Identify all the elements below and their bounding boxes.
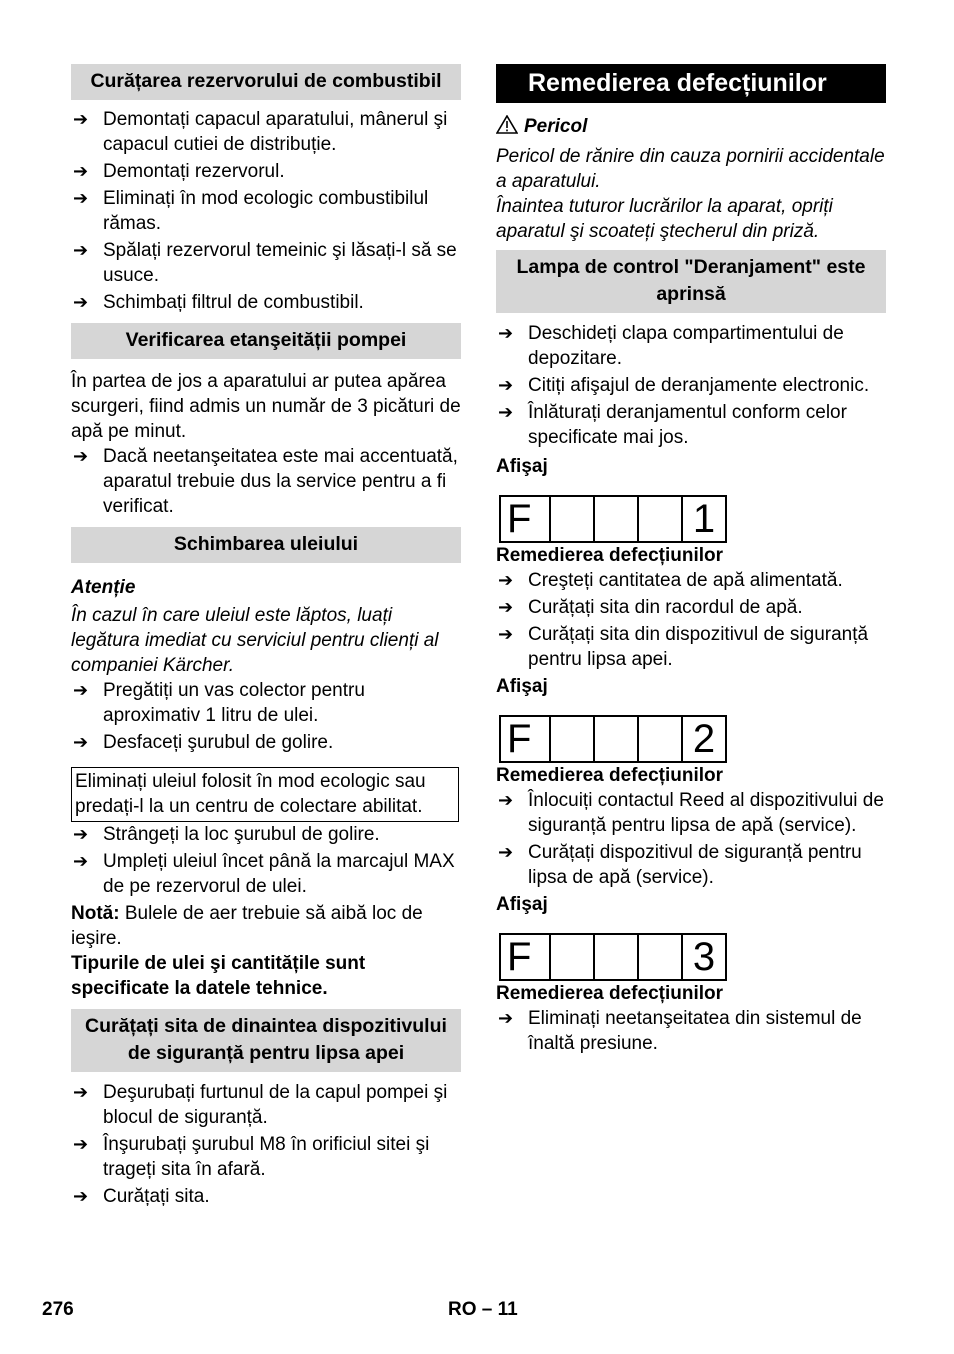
arrow-icon: ➔ xyxy=(73,732,89,752)
list-item: ➔ Spălați rezervorul temeinic şi lăsați-l să se usuce. xyxy=(73,240,457,286)
arrow-icon: ➔ xyxy=(73,188,89,208)
arrow-icon: ➔ xyxy=(498,842,514,862)
display-cell-empty xyxy=(595,497,639,541)
caution-text: În cazul în care uleiul este lăptos, luați legătura imediat cu serviciul pentru clienți al companiei Kärcher. xyxy=(71,605,439,676)
list-item: ➔ Strângeți la loc şurubul de golire. xyxy=(73,824,380,845)
remedy-label: Remedierea defecțiunilor xyxy=(496,545,724,566)
display-cell-empty xyxy=(551,935,595,979)
display-letter: F xyxy=(501,935,551,979)
arrow-icon: ➔ xyxy=(73,824,89,844)
list-item: ➔ Dacă neetanşeitatea este mai accentuată, aparatul trebuie dus la service pentru a fi verificat. xyxy=(73,446,458,517)
display-cell-empty xyxy=(639,935,683,979)
arrow-icon: ➔ xyxy=(498,375,514,395)
list-item: ➔ Pregătiți un vas colector pentru aproximativ 1 litru de ulei. xyxy=(73,680,365,726)
section-title-pump-seal: Verificarea etanşeității pompei xyxy=(71,323,461,359)
language-page-marker: RO – 11 xyxy=(448,1299,518,1320)
display-cell-empty xyxy=(595,935,639,979)
fault-f2-steps xyxy=(496,788,886,890)
section-title-clean-strainer: Curățați sita de dinaintea dispozitivului de siguranță pentru lipsa apei xyxy=(71,1009,461,1072)
note-text: Bulele de aer trebuie să aibă loc de ieşire. xyxy=(71,903,423,949)
list-item: ➔ Curățați sita din dispozitivul de siguranță pentru lipsa apei. xyxy=(498,624,869,670)
fault-display-f1 xyxy=(499,495,727,543)
list-item: ➔ Umpleți uleiul încet până la marcajul MAX de pe rezervorul de ulei. xyxy=(73,851,455,897)
list-item: ➔ Demontați capacul aparatului, mânerul şi capacul cutiei de distribuție. xyxy=(73,109,448,155)
list-item: ➔ Înlocuiți contactul Reed al dispozitivului de siguranță pentru lipsa de apă (service). xyxy=(498,790,884,836)
right-column xyxy=(496,64,886,1056)
list-item: ➔ Citiți afişajul de deranjamente electronic. xyxy=(498,375,870,396)
arrow-icon: ➔ xyxy=(498,597,514,617)
section-title-fault-lamp: Lampa de control "Deranjament" este aprinsă xyxy=(496,250,886,313)
arrow-icon: ➔ xyxy=(498,790,514,810)
list-item: ➔ Deschideți clapa compartimentului de depozitare. xyxy=(498,323,844,369)
display-digit: 3 xyxy=(692,935,716,979)
arrow-icon: ➔ xyxy=(73,680,89,700)
arrow-icon: ➔ xyxy=(73,1082,89,1102)
warning-triangle-icon xyxy=(496,115,518,141)
list-item: ➔ Eliminați neetanşeitatea din sistemul de înaltă presiune. xyxy=(498,1008,862,1054)
section-title-oil-change: Schimbarea uleiului xyxy=(71,527,461,563)
danger-title: Pericol xyxy=(524,116,588,137)
fault-lamp-steps xyxy=(496,321,886,450)
remedy-label: Remedierea defecțiunilor xyxy=(496,765,724,786)
danger-text-1: Pericol de rănire din cauza pornirii accidentale a aparatului. xyxy=(496,146,885,192)
arrow-icon: ➔ xyxy=(73,1186,89,1206)
pump-seal-paragraph: În partea de jos a aparatului ar putea apărea scurgeri, fiind admis un număr de 3 picături de apă pe minut. xyxy=(71,371,461,442)
arrow-icon: ➔ xyxy=(73,446,89,466)
arrow-icon: ➔ xyxy=(73,240,89,260)
clean-strainer-steps xyxy=(71,1080,461,1209)
fault-f1-steps xyxy=(496,568,886,672)
arrow-icon: ➔ xyxy=(73,161,89,181)
arrow-icon: ➔ xyxy=(498,624,514,644)
list-item: ➔ Demontați rezervorul. xyxy=(73,161,285,182)
note-label: Notă: xyxy=(71,903,120,924)
list-item: ➔ Înlăturați deranjamentul conform celor specificate mai jos. xyxy=(498,402,847,448)
oil-types-note: Tipurile de ulei şi cantitățile sunt specificate la datele tehnice. xyxy=(71,953,366,999)
display-label: Afişaj xyxy=(496,894,548,915)
arrow-icon: ➔ xyxy=(498,323,514,343)
list-item: ➔ Deşurubați furtunul de la capul pompei şi blocul de siguranță. xyxy=(73,1082,448,1128)
list-item: ➔ Curățați sita din racordul de apă. xyxy=(498,597,803,618)
chapter-title: Remedierea defecțiunilor xyxy=(496,64,886,103)
fault-display-f2 xyxy=(499,715,727,763)
arrow-icon: ➔ xyxy=(73,851,89,871)
disposal-notice-box: Eliminați uleiul folosit în mod ecologic sau predați-l la un centru de colectare abilitat. xyxy=(71,767,459,822)
display-cell-empty xyxy=(639,717,683,761)
caution-title: Atenție xyxy=(71,577,136,598)
danger-text-2: Înaintea tuturor lucrărilor la aparat, opriți aparatul şi scoateți ştecherul din priză. xyxy=(496,196,833,242)
list-item: ➔ Eliminați în mod ecologic combustibilul rămas. xyxy=(73,188,429,234)
list-item: ➔ Schimbați filtrul de combustibil. xyxy=(73,292,364,313)
arrow-icon: ➔ xyxy=(73,292,89,312)
list-item: ➔ Creşteți cantitatea de apă alimentată. xyxy=(498,570,843,591)
list-item: ➔ Înşurubați şurubul M8 în orificiul sitei şi trageți sita în afară. xyxy=(73,1134,430,1180)
oil-change-steps-b xyxy=(71,822,461,899)
fault-f3-steps xyxy=(496,1006,886,1056)
display-cell-empty xyxy=(639,497,683,541)
note-paragraph xyxy=(71,901,461,951)
display-letter: F xyxy=(501,717,551,761)
display-cell-empty xyxy=(551,717,595,761)
list-item: ➔ Curățați sita. xyxy=(73,1186,210,1207)
danger-heading xyxy=(496,114,886,141)
display-digit: 2 xyxy=(692,717,716,761)
page-number: 276 xyxy=(42,1299,74,1320)
list-item: ➔ Curățați dispozitivul de siguranță pentru lipsa de apă (service). xyxy=(498,842,862,888)
display-letter: F xyxy=(501,497,551,541)
display-cell-empty xyxy=(551,497,595,541)
display-label: Afişaj xyxy=(496,456,548,477)
section-title-fuel-tank: Curățarea rezervorului de combustibil xyxy=(71,64,461,100)
display-digit: 1 xyxy=(692,497,716,541)
list-item: ➔ Desfaceți şurubul de golire. xyxy=(73,732,334,753)
fuel-tank-steps xyxy=(71,107,461,315)
fault-display-f3 xyxy=(499,933,727,981)
left-column xyxy=(71,64,461,1209)
arrow-icon: ➔ xyxy=(73,1134,89,1154)
arrow-icon: ➔ xyxy=(73,109,89,129)
oil-change-steps-a xyxy=(71,678,461,755)
pump-seal-steps xyxy=(71,444,461,519)
arrow-icon: ➔ xyxy=(498,402,514,422)
remedy-label: Remedierea defecțiunilor xyxy=(496,983,724,1004)
display-cell-empty xyxy=(595,717,639,761)
display-label: Afişaj xyxy=(496,676,548,697)
arrow-icon: ➔ xyxy=(498,1008,514,1028)
arrow-icon: ➔ xyxy=(498,570,514,590)
